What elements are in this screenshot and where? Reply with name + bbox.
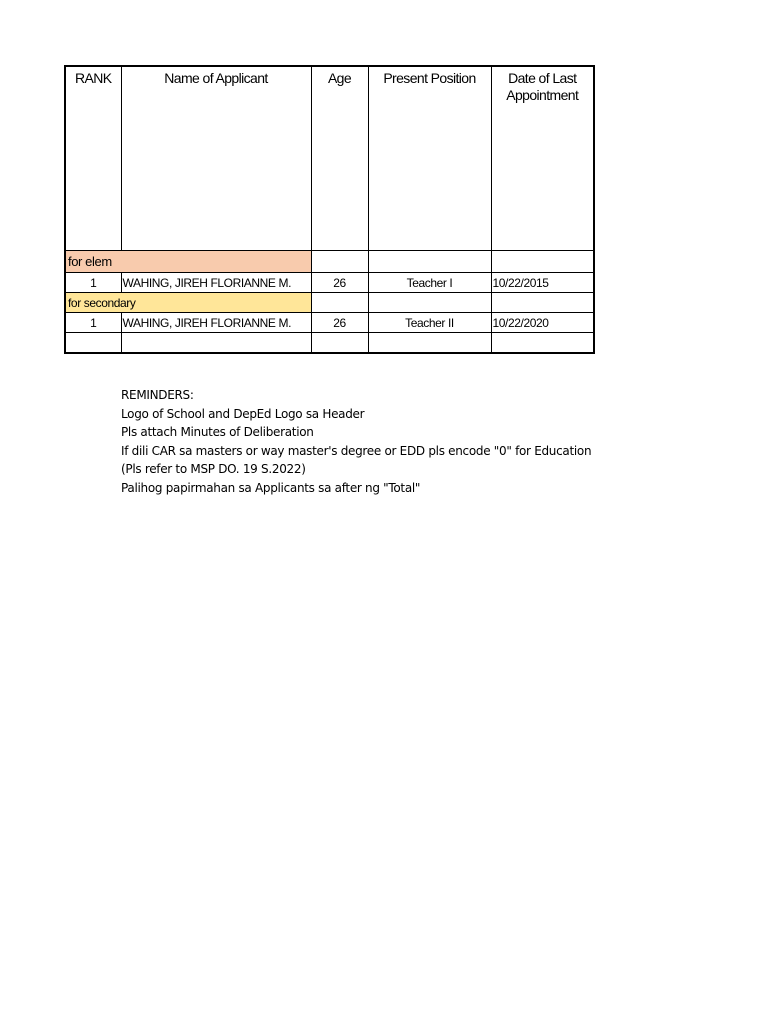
empty-cell bbox=[491, 251, 594, 273]
empty-cell bbox=[368, 293, 491, 313]
table-row bbox=[65, 313, 594, 333]
reminder-line: Palihog papirmahan sa Applicants sa after ng "Total" bbox=[121, 480, 421, 495]
empty-cell bbox=[368, 251, 491, 273]
section-row-elem bbox=[65, 251, 594, 273]
reminders-block bbox=[121, 386, 591, 498]
empty-cell bbox=[311, 333, 368, 354]
section-label-elem: for elem bbox=[65, 251, 311, 273]
cell-position: Teacher II bbox=[368, 313, 491, 333]
section-label-secondary: for secondary bbox=[65, 293, 311, 313]
empty-row bbox=[65, 333, 594, 354]
header-age: Age bbox=[311, 66, 368, 251]
cell-name: WAHING, JIREH FLORIANNE M. bbox=[121, 273, 311, 293]
header-present-position: Present Position bbox=[368, 66, 491, 251]
applicant-ranking-table bbox=[64, 65, 595, 354]
header-date-of-last-appointment: Date of Last Appointment bbox=[491, 66, 594, 251]
cell-age: 26 bbox=[311, 273, 368, 293]
cell-age: 26 bbox=[311, 313, 368, 333]
empty-cell bbox=[368, 333, 491, 354]
empty-cell bbox=[311, 251, 368, 273]
section-row-secondary bbox=[65, 293, 594, 313]
reminders-title: REMINDERS: bbox=[121, 388, 194, 402]
cell-rank: 1 bbox=[65, 273, 121, 293]
empty-cell bbox=[491, 293, 594, 313]
empty-cell bbox=[311, 293, 368, 313]
empty-cell bbox=[65, 333, 121, 354]
reminder-line: Pls attach Minutes of Deliberation bbox=[121, 425, 314, 440]
header-rank: RANK bbox=[65, 66, 121, 251]
cell-date: 10/22/2020 bbox=[491, 313, 594, 333]
cell-position: Teacher I bbox=[368, 273, 491, 293]
empty-cell bbox=[121, 333, 311, 354]
reminder-line: Logo of School and DepEd Logo sa Header bbox=[121, 406, 365, 421]
reminder-line: If dili CAR sa masters or way master's degree or EDD pls encode "0" for Education bbox=[121, 443, 592, 458]
table-header-row bbox=[65, 66, 594, 251]
table-row bbox=[65, 273, 594, 293]
cell-date: 10/22/2015 bbox=[491, 273, 594, 293]
cell-rank: 1 bbox=[65, 313, 121, 333]
empty-cell bbox=[491, 333, 594, 354]
header-name-of-applicant: Name of Applicant bbox=[121, 66, 311, 251]
reminder-line: (Pls refer to MSP DO. 19 S.2022) bbox=[121, 462, 306, 477]
cell-name: WAHING, JIREH FLORIANNE M. bbox=[121, 313, 311, 333]
